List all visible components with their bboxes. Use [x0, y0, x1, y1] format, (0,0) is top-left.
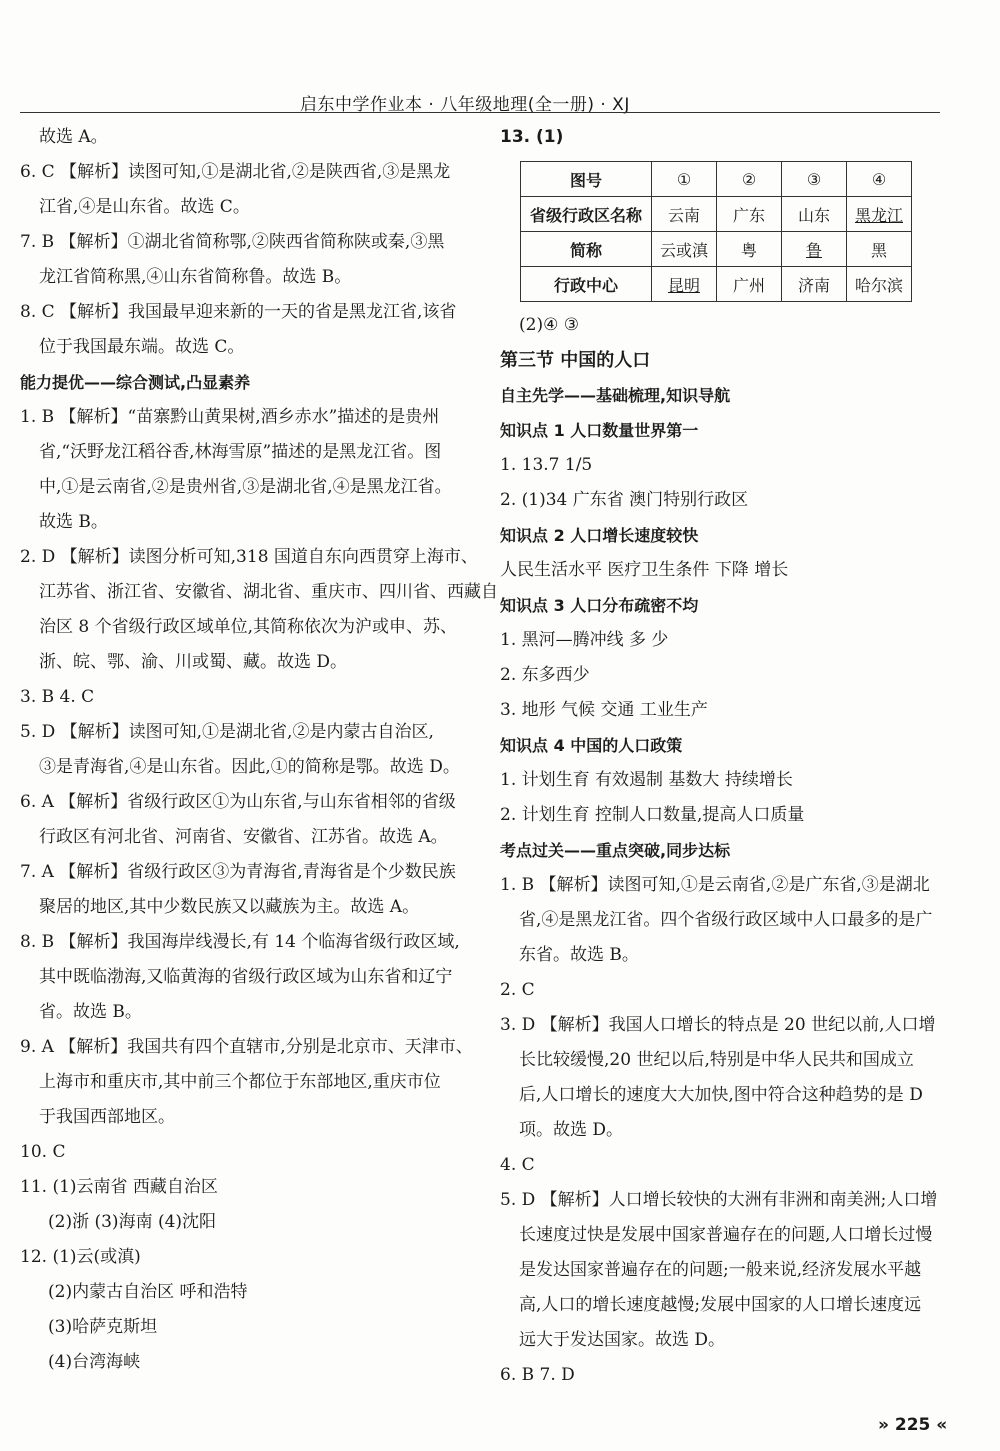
text-line: 8. C 【解析】我国最早迎来新的一天的省是黑龙江省,该省 [20, 302, 457, 322]
text-line: 后,人口增长的速度大大加快,图中符合这种趋势的是 D [519, 1085, 923, 1105]
text-line: 于我国西部地区。 [39, 1107, 175, 1127]
text-line: 知识点 2 人口增长速度较快 [500, 526, 699, 545]
text-line: 浙、皖、鄂、渝、川或蜀、藏。故选 D。 [39, 652, 348, 672]
text-line: 1. B 【解析】“苗寨黔山黄果树,酒乡赤水”描述的是贵州 [20, 407, 440, 427]
table-cell: 广州 [717, 267, 782, 302]
text-line: 9. A 【解析】我国共有四个直辖市,分别是北京市、天津市、 [20, 1037, 473, 1057]
text-line: 6. A 【解析】省级行政区①为山东省,与山东省相邻的省级 [20, 792, 456, 812]
text-line: 知识点 3 人口分布疏密不均 [500, 596, 699, 615]
text-line: 1. 黑河—腾冲线 多 少 [500, 630, 669, 650]
text-line: 12. (1)云(或滇) [20, 1247, 141, 1267]
text-line: 7. A 【解析】省级行政区③为青海省,青海省是个少数民族 [20, 862, 456, 882]
text-line: 治区 8 个省级行政区域单位,其简称依次为沪或申、苏、 [39, 617, 458, 637]
text-line: (2)内蒙古自治区 呼和浩特 [48, 1282, 248, 1302]
text-line: 2. 东多西少 [500, 665, 590, 685]
text-line: (4)台湾海峡 [48, 1352, 141, 1372]
text-line: 长速度过快是发展中国家普遍存在的问题,人口增长过慢 [519, 1225, 933, 1245]
text-line: 6. B 7. D [500, 1365, 575, 1385]
table-cell: ② [717, 162, 782, 197]
page-header: 启东中学作业本 · 八年级地理(全一册) · XJ [300, 95, 630, 115]
text-line: 5. D 【解析】人口增长较快的大洲有非洲和南美洲;人口增 [500, 1190, 938, 1210]
table-cell: 黑 [847, 232, 912, 267]
text-line: 长比较缓慢,20 世纪以后,特别是中华人民共和国成立 [519, 1050, 914, 1070]
page-number: » 225 « [878, 1415, 948, 1435]
text-line: 是发达国家普遍存在的问题;一般来说,经济发展水平越 [519, 1260, 922, 1280]
text-line: 聚居的地区,其中少数民族又以藏族为主。故选 A。 [39, 897, 420, 917]
table-cell: 云南 [652, 197, 717, 232]
table-cell: ③ [782, 162, 847, 197]
left-column [20, 120, 498, 1380]
text-line: (2)浙 (3)海南 (4)沈阳 [48, 1212, 217, 1232]
table-row [521, 232, 912, 267]
text-line: 2. C [500, 980, 535, 1000]
text-line: 1. B 【解析】读图可知,①是云南省,②是广东省,③是湖北 [500, 875, 930, 895]
table-cell: 简称 [521, 232, 652, 267]
table-cell: 行政中心 [521, 267, 652, 302]
q13-label: 13. (1) [500, 127, 564, 147]
table-cell: 广东 [717, 197, 782, 232]
text-line: 2. D 【解析】读图分析可知,318 国道自东向西贯穿上海市、 [20, 547, 478, 567]
text-line: 3. D 【解析】我国人口增长的特点是 20 世纪以前,人口增 [500, 1015, 936, 1035]
text-line: 省,“沃野龙江稻谷香,林海雪原”描述的是黑龙江省。图 [39, 442, 442, 462]
text-line: 中,①是云南省,②是贵州省,③是湖北省,④是黑龙江省。 [39, 477, 452, 497]
text-line: 10. C [20, 1142, 66, 1162]
table-cell: 鲁 [782, 232, 847, 267]
table-cell: 哈尔滨 [847, 267, 912, 302]
text-line: ③是青海省,④是山东省。因此,①的简称是鄂。故选 D。 [39, 757, 460, 777]
text-line: 其中既临渤海,又临黄海的省级行政区域为山东省和辽宁 [39, 967, 453, 987]
table-cell: ④ [847, 162, 912, 197]
text-line: 7. B 【解析】①湖北省简称鄂,②陕西省简称陕或秦,③黑 [20, 232, 445, 252]
table-cell: 云或滇 [652, 232, 717, 267]
text-line: 高,人口的增长速度越慢;发展中国家的人口增长速度远 [519, 1295, 922, 1315]
text-line: 8. B 【解析】我国海岸线漫长,有 14 个临海省级行政区域, [20, 932, 460, 952]
text-line: 省,④是黑龙江省。四个省级行政区域中人口最多的是广 [519, 910, 933, 930]
text-line: 3. 地形 气候 交通 工业生产 [500, 700, 708, 720]
text-line: 能力提优——综合测试,凸显素养 [20, 373, 251, 392]
text-line: 考点过关——重点突破,同步达标 [500, 841, 731, 860]
text-line: 1. 13.7 1/5 [500, 455, 593, 475]
province-table [520, 161, 912, 302]
text-line: 2. 计划生育 控制人口数量,提高人口质量 [500, 805, 805, 825]
table-cell: 省级行政区名称 [521, 197, 652, 232]
table-row [521, 197, 912, 232]
text-line: 故选 B。 [39, 512, 108, 532]
text-line: (3)哈萨克斯坦 [48, 1317, 158, 1337]
text-line: (2)④ ③ [519, 315, 579, 335]
text-line: 第三节 中国的人口 [500, 350, 651, 371]
text-line: 知识点 4 中国的人口政策 [500, 736, 683, 755]
text-line: 故选 A。 [39, 127, 108, 147]
text-line: 行政区有河北省、河南省、安徽省、江苏省。故选 A。 [39, 827, 448, 847]
text-line: 江省,④是山东省。故选 C。 [39, 197, 250, 217]
table-cell: 山东 [782, 197, 847, 232]
text-line: 4. C [500, 1155, 535, 1175]
text-line: 江苏省、浙江省、安徽省、湖北省、重庆市、四川省、西藏自 [39, 582, 498, 602]
table-cell: 昆明 [652, 267, 717, 302]
right-column [500, 120, 960, 1393]
text-line: 项。故选 D。 [519, 1120, 624, 1140]
table-row [521, 162, 912, 197]
text-line: 人民生活水平 医疗卫生条件 下降 增长 [500, 560, 789, 580]
text-line: 知识点 1 人口数量世界第一 [500, 421, 699, 440]
table-cell: ① [652, 162, 717, 197]
text-line: 5. D 【解析】读图可知,①是湖北省,②是内蒙古自治区, [20, 722, 434, 742]
table-cell: 济南 [782, 267, 847, 302]
text-line: 1. 计划生育 有效遏制 基数大 持续增长 [500, 770, 793, 790]
text-line: 省。故选 B。 [39, 1002, 142, 1022]
right-text [500, 308, 960, 1393]
table-row [521, 267, 912, 302]
text-line: 上海市和重庆市,其中前三个都位于东部地区,重庆市位 [39, 1072, 441, 1092]
table-cell: 图号 [521, 162, 652, 197]
text-line: 东省。故选 B。 [519, 945, 639, 965]
text-line: 龙江省简称黑,④山东省简称鲁。故选 B。 [39, 267, 352, 287]
text-line: 6. C 【解析】读图可知,①是湖北省,②是陕西省,③是黑龙 [20, 162, 451, 182]
text-line: 位于我国最东端。故选 C。 [39, 337, 245, 357]
table-cell: 黑龙江 [847, 197, 912, 232]
text-line: 远大于发达国家。故选 D。 [519, 1330, 726, 1350]
header-rule [20, 112, 940, 113]
text-line: 2. (1)34 广东省 澳门特别行政区 [500, 490, 749, 510]
table-cell: 粤 [717, 232, 782, 267]
text-line: 3. B 4. C [20, 687, 95, 707]
text-line: 11. (1)云南省 西藏自治区 [20, 1177, 218, 1197]
text-line: 自主先学——基础梳理,知识导航 [500, 386, 731, 405]
